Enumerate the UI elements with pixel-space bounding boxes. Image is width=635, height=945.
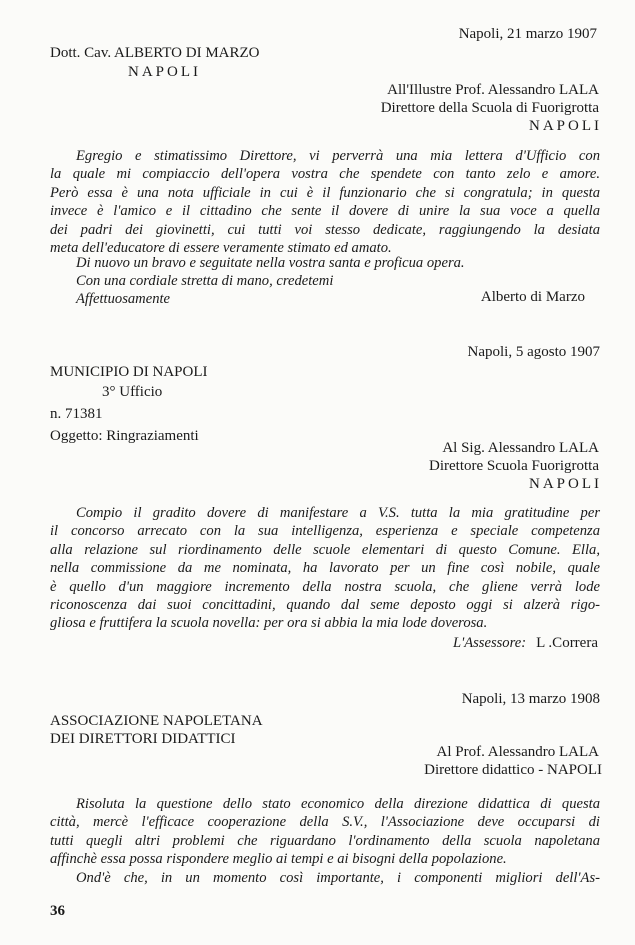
letter2-office-dept: 3° Ufficio [102, 384, 163, 400]
recipient-line: Direttore Scuola Fuorigrotta [429, 458, 599, 474]
body-line: meta dell'educatore di essere veramente stimato ed amato. [50, 240, 392, 257]
body-line: Risoluta la questione dello stato economico della direzione didattica di questa [76, 796, 600, 812]
letter3-org-line: DEI DIRETTORI DIDATTICI [50, 731, 236, 747]
body-line: alla relazione sul riordinamento delle scuole elementari di questo Comune. Ella, [50, 541, 600, 558]
letter2-subject: Oggetto: Ringraziamenti [50, 428, 199, 444]
letter1-sender-name: Dott. Cav. ALBERTO DI MARZO [50, 45, 260, 61]
recipient-line: Direttore didattico - NAPOLI [424, 762, 602, 778]
body-line: città, mercè l'efficace cooperazione della S.V., l'Associazione deve occuparsi di [50, 814, 600, 831]
letter1-closing-line: Di nuovo un bravo e seguitate nella vostra santa e proficua opera. [76, 255, 465, 271]
recipient-line: Al Prof. Alessandro LALA [436, 744, 599, 760]
letter2-protocol: n. 71381 [50, 406, 103, 422]
body-line: Compio il gradito dovere di manifestare a V.S. tutta la mia gratitudine per [76, 505, 600, 521]
letter1-body [50, 147, 600, 257]
letter3-date: Napoli, 13 marzo 1908 [461, 691, 600, 707]
letter3-org-line: ASSOCIAZIONE NAPOLETANA [50, 713, 263, 729]
letter2-body [50, 504, 600, 633]
letter2-signature [453, 634, 598, 652]
letter2-office-name: MUNICIPIO DI NAPOLI [50, 364, 208, 380]
recipient-city: NAPOLI [529, 476, 602, 492]
body-line: è quello d'un maggiore incremento della nostra scuola, che gliene verrà lode [50, 578, 600, 595]
letter1-sender-city: NAPOLI [128, 64, 201, 80]
page-number: 36 [50, 903, 65, 919]
body-line: la quale mi compiaccio dell'opera vostra che spendete con tanto zelo e amore. [50, 166, 600, 183]
recipient-line: All'Illustre Prof. Alessandro LALA [387, 82, 599, 98]
letter1-signature: Alberto di Marzo [480, 289, 585, 305]
body-line: nella commissione da me nominata, ha lavorato per un fine così nobile, quale [50, 560, 600, 577]
body-line: tutti quegli altri problemi che riguardano l'ordinamento della scuola napoletana [50, 832, 600, 849]
signature-label: L'Assessore: [452, 635, 527, 651]
body-line: Egregio e stimatissimo Direttore, vi perverrà una mia lettera d'Ufficio con [76, 148, 600, 164]
letter1-date: Napoli, 21 marzo 1907 [458, 26, 597, 42]
body-line: il concorso arrecato con la sua intelligenza, esperienza e speciale competenza [50, 523, 600, 540]
recipient-line: Direttore della Scuola di Fuorigrotta [380, 100, 599, 116]
letter2-date: Napoli, 5 agosto 1907 [467, 344, 600, 360]
recipient-line: Al Sig. Alessandro LALA [442, 440, 599, 456]
body-line: Però essa è una nota ufficiale in cui è il funzionario che si congratula; in questa [50, 184, 600, 201]
body-line: affinchè essa possa rispondere meglio ai tempi e ai bisogni della popolazione. [50, 851, 507, 868]
letter3-body [50, 795, 600, 887]
body-line: dei padri dei giovinetti, cui tutti voi stesso dedicate, raggiungendo la desiata [50, 221, 600, 238]
signature-name: L .Correra [536, 635, 598, 651]
body-line: invece è l'amico e il cittadino che sente il dovere di unire la sua voce a quella [50, 203, 600, 220]
letter1-closing-line: Con una cordiale stretta di mano, credetemi [76, 273, 334, 289]
body-line: riconoscenza dai suoi concittadini, quando dal seme deposto oggi si alzerà rigo- [50, 597, 600, 614]
recipient-city: NAPOLI [529, 118, 602, 134]
letter1-sign-off: Affettuosamente [76, 291, 171, 307]
body-line: gliosa e fruttifera la scuola novella: per ora si abbia la mia lode doverosa. [50, 615, 488, 632]
body-line: Ond'è che, in un momento così importante, i componenti migliori dell'As- [76, 869, 600, 886]
